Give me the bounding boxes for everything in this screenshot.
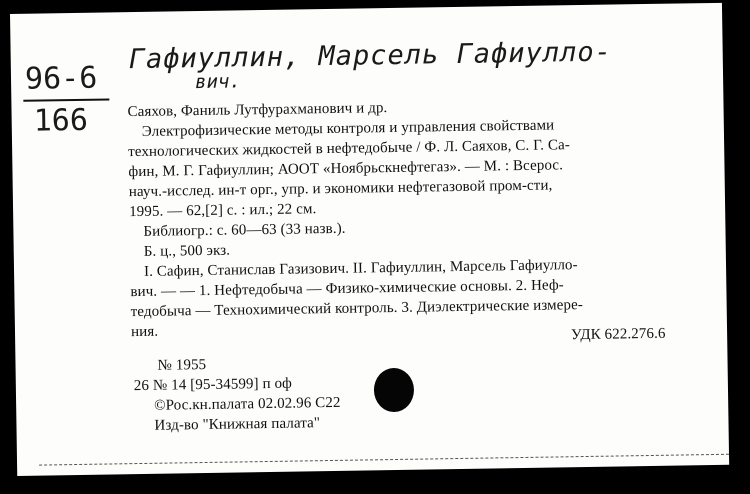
chamber-line: ©Рос.кн.палата 02.02.96 С22	[154, 394, 341, 414]
ink-blot	[374, 368, 415, 413]
record-number: № 1955	[157, 356, 207, 374]
imprint-line: 1995. — 62,[2] с. : ил.; 22 см.	[129, 201, 317, 221]
bottom-edge-line	[39, 454, 729, 466]
udc-code: УДК 622.276.6	[570, 325, 666, 344]
title-line-1: Электрофизические методы контроля и управления свойствами	[141, 117, 555, 140]
author-heading: Саяхов, Фаниль Лутфурахманович и др.	[127, 100, 388, 121]
catalog-card	[10, 3, 729, 476]
handwritten-heading-line2: вич.	[194, 70, 242, 94]
tracings-line-1: I. Сафин, Станислав Газизович. II. Гафиуллин, Марсель Гафиулло-	[143, 257, 578, 280]
title-line-4: науч.-исслед. ин-т орг., упр. и экономики нефтегазовой пром-сти,	[128, 177, 553, 201]
registry-line: 26 № 14 [95-34599] п оф	[133, 375, 293, 395]
tracings-line-3: тедобыча — Технохимический контроль. 3. Диэлектрические измере-	[130, 297, 584, 321]
handwritten-heading-line1: Гафиуллин, Марсель Гафиулло-	[128, 36, 613, 76]
title-line-2: технологических жидкостей в нефтедобыче / Ф. Л. Саяхов, С. Г. Са-	[128, 137, 571, 161]
call-number-divider	[23, 98, 109, 101]
call-number-top: 96-6	[24, 60, 98, 97]
price-note: Б. ц., 500 экз.	[143, 242, 231, 260]
call-number-bottom: 166	[33, 102, 89, 139]
tracings-line-2: вич. — — 1. Нефтедобыча — Физико-химические основы. 2. Неф-	[130, 277, 564, 301]
tracings-line-4: ния.	[130, 323, 159, 341]
bibliography-note: Библиогр.: с. 60—63 (33 назв.).	[143, 220, 346, 240]
publisher-line: Изд-во "Книжная палата"	[154, 415, 321, 434]
title-line-3: фин, М. Г. Гафиуллин; АООТ «Ноябрьскнефтегаз». — М. : Всерос.	[128, 157, 564, 181]
